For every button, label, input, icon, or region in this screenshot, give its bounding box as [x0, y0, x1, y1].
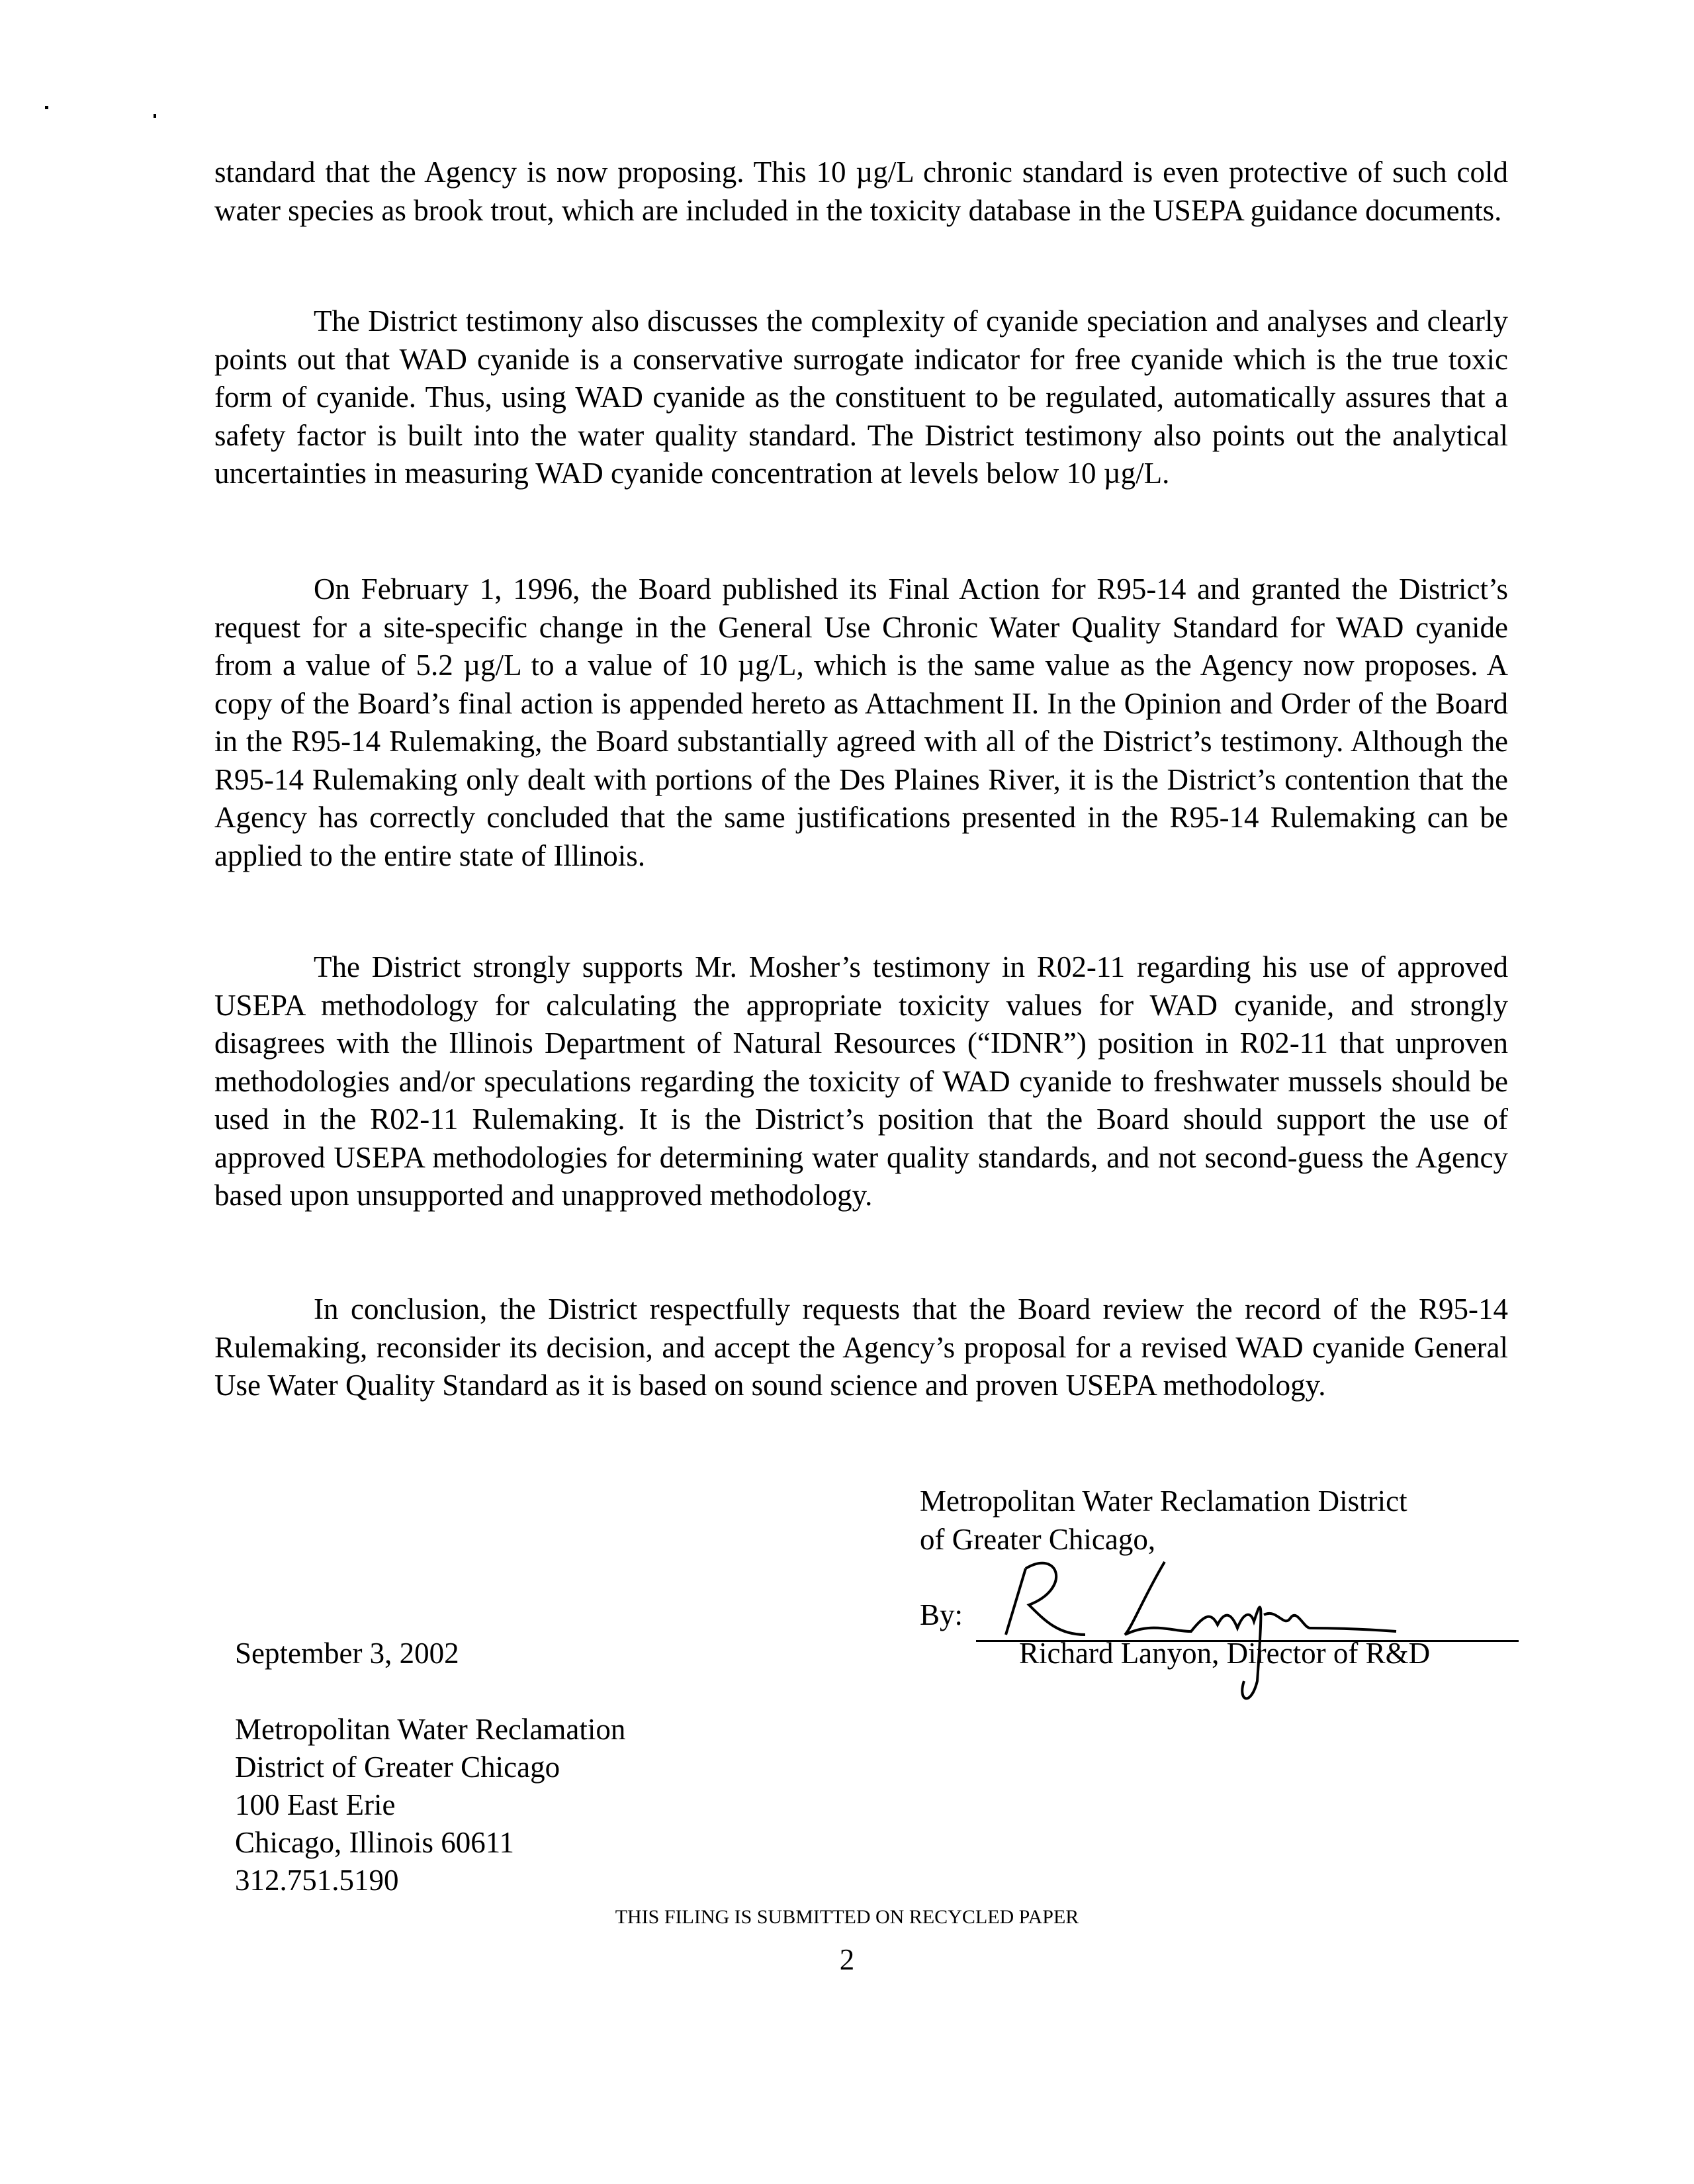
- address-line: 312.751.5190: [235, 1864, 399, 1897]
- paragraph-5: In conclusion, the District respectfully requests that the Board review the record of the R95-14 Rulemaking, reconsider its decision, and accept the Agency’s proposal for a revised WAD cyanide General Use Water Quality Standard as it is based on sound science and proven USEPA methodology.: [214, 1293, 1508, 1402]
- paragraph-3: On February 1, 1996, the Board published its Final Action for R95-14 and granted the District’s request for a site-specific change in the General Use Chronic Water Quality Standard for WAD cyanide from a value of 5.2 µg/L to a value of 10 µg/L, which is the same value as the Agency now proposes. A copy of the Board’s final action is appended hereto as Attachment II. In the Opinion and Order of the Board in the R95-14 Rulemaking, the Board substantially agreed with all of the District’s testimony. Although the R95-14 Rulemaking only dealt with portions of the Des Plaines River, it is the District’s contention that the Agency has correctly concluded that the same justifications presented in the R95-14 Rulemaking can be applied to the entire state of Illinois.: [214, 572, 1508, 872]
- address-line: District of Greater Chicago: [235, 1751, 560, 1784]
- signer-name: Richard Lanyon, Director of R&D: [1019, 1637, 1431, 1670]
- address-line: Metropolitan Water Reclamation: [235, 1713, 626, 1746]
- footer-note: THIS FILING IS SUBMITTED ON RECYCLED PAPER: [615, 1906, 1079, 1928]
- date: September 3, 2002: [235, 1637, 459, 1670]
- scan-speck: [154, 114, 156, 118]
- paragraph-1: standard that the Agency is now proposing. This 10 µg/L chronic standard is even protective of such cold water species as brook trout, which are included in the toxicity database in the USEPA guidance documents.: [214, 156, 1508, 227]
- address-line: Chicago, Illinois 60611: [235, 1826, 515, 1859]
- paragraph-2: The District testimony also discusses the complexity of cyanide speciation and analyses and clearly points out that WAD cyanide is a conservative surrogate indicator for free cyanide which is the true toxic form of cyanide. Thus, using WAD cyanide as the constituent to be regulated, automatically assures that a safety factor is built into the water quality standard. The District testimony also points out the analytical uncertainties in measuring WAD cyanide concentration at levels below 10 µg/L.: [214, 304, 1508, 490]
- signature-org-line-1: Metropolitan Water Reclamation District: [920, 1484, 1407, 1518]
- page-number: 2: [839, 1943, 855, 1976]
- scan-speck: [45, 106, 48, 109]
- handwritten-signature: [999, 1549, 1409, 1714]
- signature-by-label: By:: [920, 1598, 963, 1631]
- address-line: 100 East Erie: [235, 1788, 396, 1821]
- paragraph-4: The District strongly supports Mr. Mosher’s testimony in R02-11 regarding his use of approved USEPA methodology for calculating the appropriate toxicity values for WAD cyanide, and strongly disagrees with the Illinois Department of Natural Resources (“IDNR”) position in R02-11 that unproven methodologies and/or speculations regarding the toxicity of WAD cyanide to freshwater mussels should be used in the R02-11 Rulemaking. It is the District’s position that the Board should support the use of approved USEPA methodologies for determining water quality standards, and not second-guess the Agency based upon unsupported and unapproved methodology.: [214, 950, 1508, 1212]
- signature-org-line-2: of Greater Chicago,: [920, 1523, 1156, 1556]
